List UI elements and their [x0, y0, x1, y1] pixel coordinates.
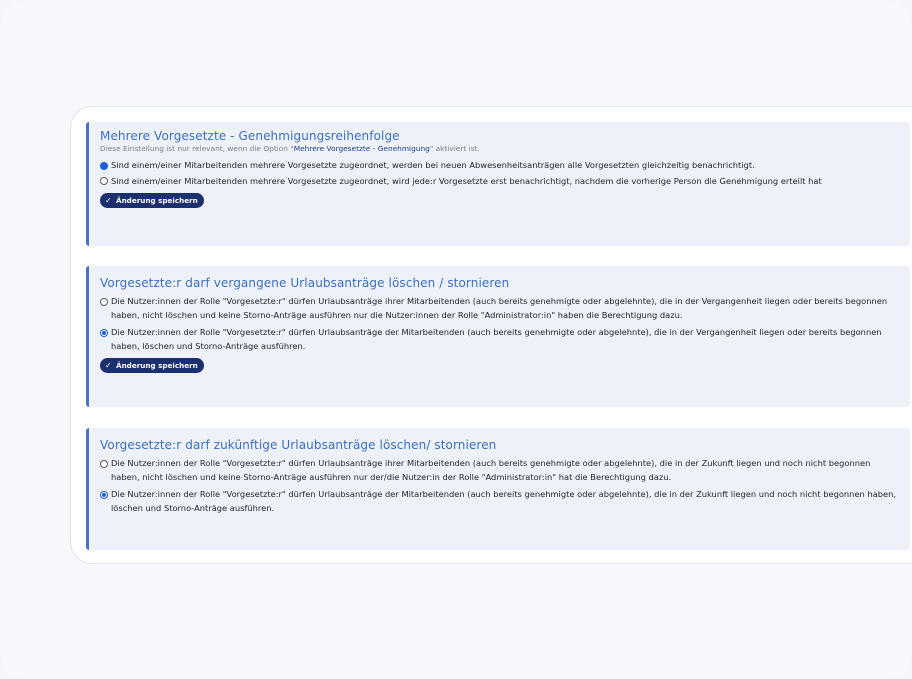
setting-description: [100, 144, 900, 154]
radio-option-sequential[interactable]: [100, 175, 900, 189]
check-icon: ✓: [105, 361, 112, 370]
setting-title: Vorgesetzte:r darf vergangene Urlaubsanträge löschen / stornieren: [100, 276, 510, 290]
setting-card-future-requests: [86, 428, 910, 550]
radio-label: Sind einem/einer Mitarbeitenden mehrere Vorgesetzte zugeordnet, wird jede:r Vorgesetzte erst benachrichtigt, nachdem die vorherige Person die Genehmigung erteilt hat: [111, 175, 822, 186]
check-icon: ✓: [105, 196, 112, 205]
radio-label: Die Nutzer:innen der Rolle "Vorgesetzte:r" dürfen Urlaubsanträge ihrer Mitarbeitenden (auch bereits genehmigte oder abgelehnte), die in der Zukunft liegen und noch nicht begonnen haben, nicht löschen und keine Storno-Anträge ausführen nur der/die Nutzer:in der Rolle "Administrator:in" hat die Berechtigung dazu.: [111, 458, 871, 482]
radio-option-future-not-allowed[interactable]: [100, 457, 900, 484]
setting-title: Mehrere Vorgesetzte - Genehmigungsreihenfolge: [100, 129, 400, 143]
description-option-link[interactable]: Mehrere Vorgesetzte - Genehmigung: [293, 144, 430, 153]
description-suffix: " aktiviert ist.: [429, 144, 480, 153]
setting-title: Vorgesetzte:r darf zukünftige Urlaubsanträge löschen/ stornieren: [100, 438, 497, 452]
save-button-label: Änderung speichern: [116, 361, 198, 370]
radio-button[interactable]: [100, 298, 108, 306]
save-button[interactable]: [100, 358, 204, 373]
radio-option-past-not-allowed[interactable]: [100, 295, 900, 322]
save-button-label: Änderung speichern: [116, 196, 198, 205]
radio-button-selected[interactable]: [100, 329, 108, 337]
radio-button-selected[interactable]: [100, 491, 108, 499]
setting-card-past-requests: [86, 266, 910, 407]
radio-label: Die Nutzer:innen der Rolle "Vorgesetzte:r" dürfen Urlaubsanträge ihrer Mitarbeitenden (auch bereits genehmigte oder abgelehnte), die in der Vergangenheit liegen oder bereits begonnen haben, nicht löschen und keine Storno-Anträge ausführen nur die Nutzer:innen der Rolle "Administrator:in" haben die Berechtigung dazu.: [111, 296, 888, 320]
radio-option-future-allowed[interactable]: [100, 488, 900, 515]
save-button[interactable]: [100, 193, 204, 208]
radio-label: Die Nutzer:innen der Rolle "Vorgesetzte:r" dürfen Urlaubsanträge der Mitarbeitenden (auch bereits genehmigte oder abgelehnte), die in der Vergangenheit liegen oder bereits begonnen haben, löschen und Storno-Anträge ausführen.: [111, 327, 882, 351]
radio-option-simultaneous[interactable]: [100, 159, 900, 173]
setting-card-approval-order: [86, 122, 910, 246]
radio-label: Die Nutzer:innen der Rolle "Vorgesetzte:r" dürfen Urlaubsanträge der Mitarbeitenden (auch bereits genehmigte oder abgelehnte), die in der Zukunft liegen und noch nicht begonnen haben, löschen und Storno-Anträge ausführen.: [111, 489, 897, 513]
radio-button[interactable]: [100, 177, 108, 185]
radio-label: Sind einem/einer Mitarbeitenden mehrere Vorgesetzte zugeordnet, werden bei neuen Abwesenheitsanträgen alle Vorgesetzten gleichzeitig benachrichtigt.: [111, 160, 755, 170]
radio-button-selected[interactable]: [100, 162, 108, 170]
radio-option-past-allowed[interactable]: [100, 326, 900, 353]
radio-button[interactable]: [100, 460, 108, 468]
description-prefix: Diese Einstellung ist nur relevant, wenn die Option ": [100, 144, 294, 153]
